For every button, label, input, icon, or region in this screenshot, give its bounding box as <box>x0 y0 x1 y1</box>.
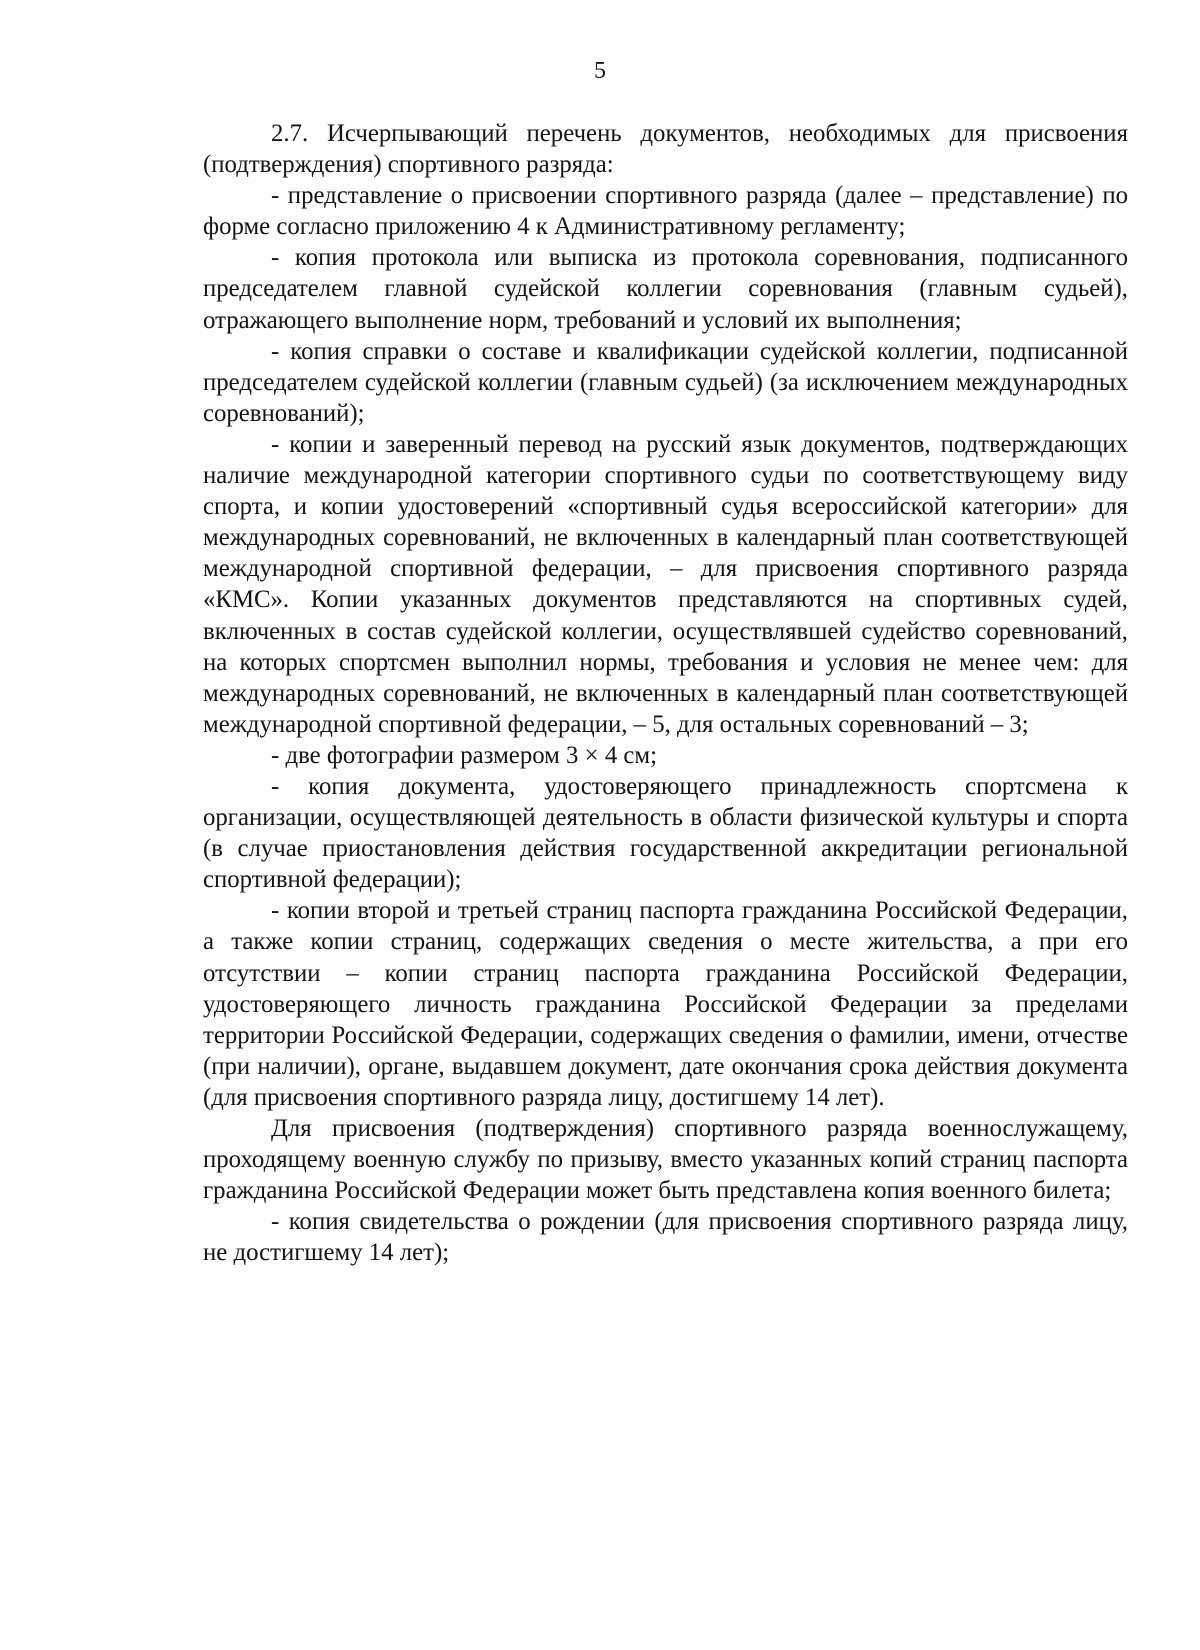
paragraph-section-heading: 2.7. Исчерпывающий перечень документов, необходимых для присвоения (подтверждения) спортивного разряда: <box>203 120 1128 179</box>
document-body <box>203 118 1128 1268</box>
paragraph-list-item: - копии второй и третьей страниц паспорта гражданина Российской Федерации, а также копии страниц, содержащих сведения о месте жительства, а при его отсутствии – копии страниц паспорта гражданина Российской Федерации, удостоверяющего личность гражданина Российской Федерации за пределами территории Российской Федерации, содержащих сведения о фамилии, имени, отчестве (при наличии), органе, выдавшем документ, дате окончания срока действия документа (для присвоения спортивного разряда лицу, достигшему 14 лет). <box>203 897 1128 1111</box>
paragraph-list-item: - копия протокола или выписка из протокола соревнования, подписанного председателем главной судейской коллегии соревнования (главным судьей), отражающего выполнение норм, требований и условий их выполнения; <box>203 244 1128 334</box>
paragraph-list-item: - копии и заверенный перевод на русский язык документов, подтверждающих наличие международной категории спортивного судьи по соответствующему виду спорта, и копии удостоверений «спортивный судья всероссийской категории» для международных соревнований, не включенных в календарный план соответствующей международной спортивной федерации, – для присвоения спортивного разряда «КМС». Копии указанных документов представляются на спортивных судей, включенных в состав судейской коллегии, осуществлявшей судейство соревнований, на которых спортсмен выполнил нормы, требования и условия не менее чем: для международных соревнований, не включенных в календарный план соответствующей международной спортивной федерации, – 5, для остальных соревнований – 3; <box>203 430 1128 738</box>
paragraph-list-item: - копия документа, удостоверяющего принадлежность спортсмена к организации, осуществляющей деятельность в области физической культуры и спорта (в случае приостановления действия государственной аккредитации региональной спортивной федерации); <box>203 772 1128 894</box>
paragraph-list-item: - копия свидетельства о рождении (для присвоения спортивного разряда лицу, не достигшему 14 лет); <box>203 1208 1128 1267</box>
paragraph-list-item: - две фотографии размером 3 × 4 см; <box>271 741 657 769</box>
paragraph-list-item: - копия справки о составе и квалификации судейской коллегии, подписанной председателем судейской коллегии (главным судьей) (за исключением международных соревнований); <box>203 337 1128 427</box>
paragraph-note: Для присвоения (подтверждения) спортивного разряда военнослужащему, проходящему военную службу по призыву, вместо указанных копий страниц паспорта гражданина Российской Федерации может быть представлена копия военного билета; <box>203 1115 1128 1205</box>
paragraph-list-item: - представление о присвоении спортивного разряда (далее – представление) по форме согласно приложению 4 к Административному регламенту; <box>203 182 1128 241</box>
page-number: 5 <box>594 58 606 84</box>
